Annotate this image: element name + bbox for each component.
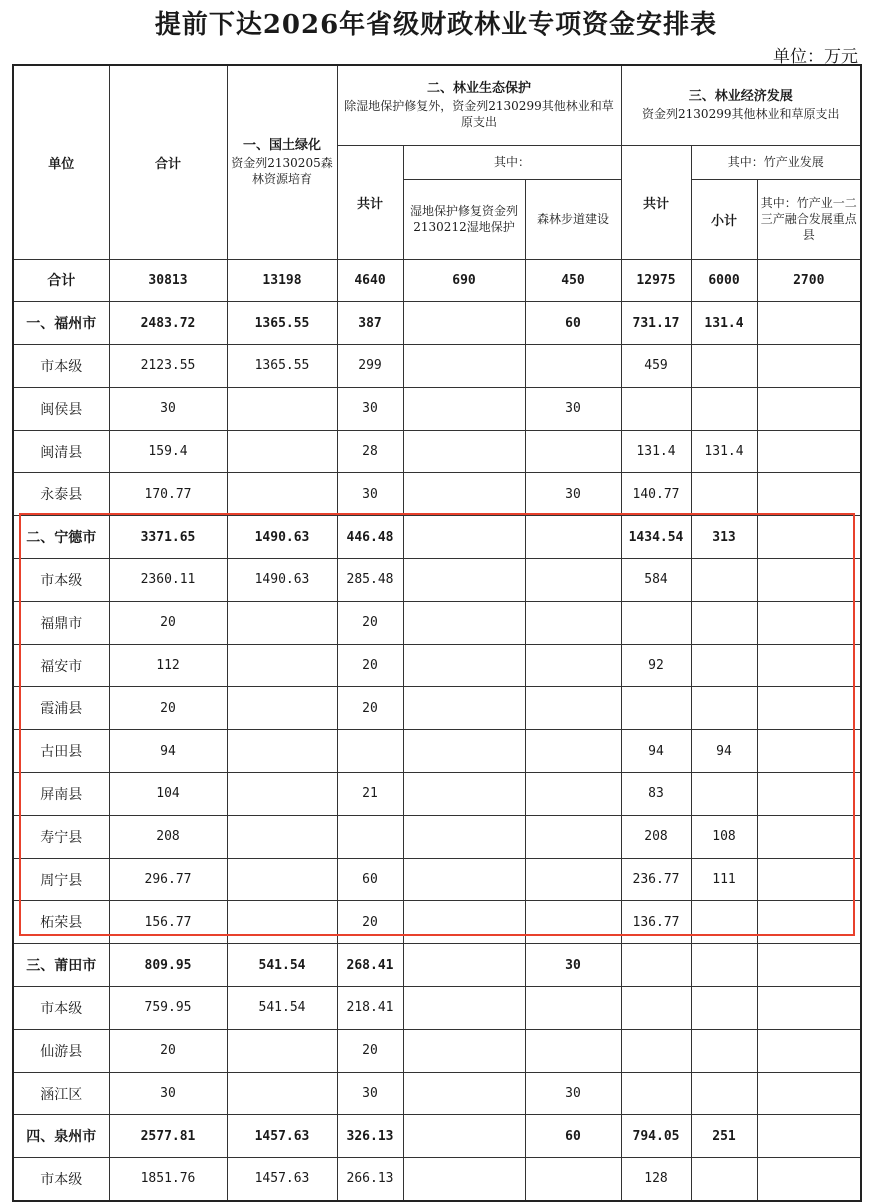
value-cell: 131.4 (691, 302, 757, 345)
value-cell (525, 644, 621, 687)
value-cell: 3371.65 (109, 516, 227, 559)
value-cell (227, 473, 337, 516)
value-cell: 30 (109, 1072, 227, 1115)
value-cell (757, 901, 861, 944)
value-cell: 268.41 (337, 944, 403, 987)
value-cell: 208 (621, 815, 691, 858)
value-cell (757, 944, 861, 987)
value-cell (621, 1072, 691, 1115)
funding-table (12, 64, 862, 1202)
value-cell (403, 858, 525, 901)
header-g2-wetland: 湿地保护修复资金列2130212湿地保护 (403, 179, 525, 259)
value-cell (621, 1029, 691, 1072)
value-cell (227, 601, 337, 644)
value-cell (691, 601, 757, 644)
value-cell: 1365.55 (227, 302, 337, 345)
header-unit: 单位 (13, 65, 109, 259)
value-cell (757, 1158, 861, 1201)
row-unit-cell: 一、福州市 (13, 302, 109, 345)
header-total: 合计 (109, 65, 227, 259)
row-unit-cell: 福鼎市 (13, 601, 109, 644)
value-cell (525, 1029, 621, 1072)
header-group-2 (337, 65, 621, 145)
value-cell: 30 (337, 473, 403, 516)
value-cell (403, 302, 525, 345)
page-title: 提前下达2026年省级财政林业专项资金安排表 (154, 10, 718, 40)
value-cell: 60 (525, 302, 621, 345)
value-cell (757, 1072, 861, 1115)
table-row (13, 730, 861, 773)
table-row (13, 687, 861, 730)
value-cell: 170.77 (109, 473, 227, 516)
value-cell: 94 (691, 730, 757, 773)
value-cell (757, 345, 861, 388)
row-unit-cell: 寿宁县 (13, 815, 109, 858)
table-row (13, 644, 861, 687)
value-cell: 326.13 (337, 1115, 403, 1158)
value-cell: 2700 (757, 259, 861, 302)
value-cell: 156.77 (109, 901, 227, 944)
value-cell (403, 516, 525, 559)
header-group-2-sub: 除湿地保护修复外，资金列2130299其他林业和草原支出 (344, 99, 614, 130)
table-row (13, 1072, 861, 1115)
table-row (13, 345, 861, 388)
row-unit-cell: 闽侯县 (13, 387, 109, 430)
value-cell: 313 (691, 516, 757, 559)
header-group-1-title: 一、国土绿化 (242, 138, 321, 154)
value-cell: 20 (337, 601, 403, 644)
table-row (13, 1029, 861, 1072)
value-cell: 20 (109, 687, 227, 730)
value-cell: 83 (621, 773, 691, 816)
value-cell (691, 1029, 757, 1072)
table-row (13, 987, 861, 1030)
value-cell (691, 559, 757, 602)
value-cell (227, 773, 337, 816)
value-cell (757, 430, 861, 473)
value-cell: 13198 (227, 259, 337, 302)
value-cell: 1851.76 (109, 1158, 227, 1201)
value-cell (525, 987, 621, 1030)
value-cell: 446.48 (337, 516, 403, 559)
value-cell: 1490.63 (227, 559, 337, 602)
value-cell: 266.13 (337, 1158, 403, 1201)
value-cell (525, 559, 621, 602)
value-cell (227, 730, 337, 773)
value-cell (621, 944, 691, 987)
table-row (13, 302, 861, 345)
header-group-1-sub: 资金列2130205森林资源培育 (231, 156, 333, 187)
value-cell: 296.77 (109, 858, 227, 901)
value-cell: 60 (525, 1115, 621, 1158)
value-cell (337, 730, 403, 773)
value-cell (757, 559, 861, 602)
value-cell (525, 687, 621, 730)
value-cell (403, 644, 525, 687)
value-cell (757, 987, 861, 1030)
value-cell: 60 (337, 858, 403, 901)
value-cell (757, 687, 861, 730)
row-unit-cell: 合计 (13, 259, 109, 302)
table-row (13, 259, 861, 302)
value-cell (403, 387, 525, 430)
value-cell: 285.48 (337, 559, 403, 602)
header-g3-among: 其中：竹产业发展 (691, 145, 861, 179)
value-cell: 21 (337, 773, 403, 816)
value-cell: 459 (621, 345, 691, 388)
value-cell: 450 (525, 259, 621, 302)
value-cell (757, 730, 861, 773)
table-row (13, 559, 861, 602)
value-cell (525, 601, 621, 644)
value-cell (621, 601, 691, 644)
value-cell: 759.95 (109, 987, 227, 1030)
value-cell (691, 944, 757, 987)
value-cell: 731.17 (621, 302, 691, 345)
value-cell: 20 (109, 601, 227, 644)
value-cell (757, 858, 861, 901)
value-cell (227, 1072, 337, 1115)
value-cell (525, 1158, 621, 1201)
value-cell (525, 901, 621, 944)
value-cell (691, 773, 757, 816)
value-cell (403, 815, 525, 858)
value-cell: 108 (691, 815, 757, 858)
value-cell (403, 1158, 525, 1201)
value-cell (403, 430, 525, 473)
header-group-3-sub: 资金列2130299其他林业和草原支出 (642, 107, 840, 122)
row-unit-cell: 三、莆田市 (13, 944, 109, 987)
value-cell (691, 387, 757, 430)
row-unit-cell: 霞浦县 (13, 687, 109, 730)
table-row (13, 901, 861, 944)
row-unit-cell: 屏南县 (13, 773, 109, 816)
value-cell (757, 773, 861, 816)
row-unit-cell: 市本级 (13, 987, 109, 1030)
value-cell: 251 (691, 1115, 757, 1158)
value-cell (403, 730, 525, 773)
value-cell (525, 773, 621, 816)
value-cell (691, 644, 757, 687)
row-unit-cell: 古田县 (13, 730, 109, 773)
header-group-1 (227, 65, 337, 259)
value-cell: 541.54 (227, 944, 337, 987)
value-cell: 387 (337, 302, 403, 345)
value-cell (757, 516, 861, 559)
row-unit-cell: 四、泉州市 (13, 1115, 109, 1158)
value-cell: 28 (337, 430, 403, 473)
row-unit-cell: 涵江区 (13, 1072, 109, 1115)
table-row (13, 473, 861, 516)
row-unit-cell: 福安市 (13, 644, 109, 687)
table-row (13, 1158, 861, 1201)
value-cell: 2123.55 (109, 345, 227, 388)
table-row (13, 815, 861, 858)
value-cell: 94 (621, 730, 691, 773)
header-g2-among: 其中： (403, 145, 621, 179)
value-cell: 541.54 (227, 987, 337, 1030)
value-cell: 30 (337, 1072, 403, 1115)
value-cell: 159.4 (109, 430, 227, 473)
value-cell: 104 (109, 773, 227, 816)
value-cell: 136.77 (621, 901, 691, 944)
value-cell: 208 (109, 815, 227, 858)
header-g2-total: 共计 (337, 145, 403, 259)
table-body (13, 259, 861, 1201)
value-cell: 236.77 (621, 858, 691, 901)
header-g3-total: 共计 (621, 145, 691, 259)
row-unit-cell: 闽清县 (13, 430, 109, 473)
value-cell (403, 987, 525, 1030)
value-cell: 809.95 (109, 944, 227, 987)
value-cell: 30 (525, 387, 621, 430)
value-cell (337, 815, 403, 858)
value-cell (403, 1115, 525, 1158)
row-unit-cell: 周宁县 (13, 858, 109, 901)
value-cell: 30 (525, 473, 621, 516)
value-cell (227, 858, 337, 901)
value-cell: 794.05 (621, 1115, 691, 1158)
value-cell: 20 (337, 644, 403, 687)
value-cell (227, 387, 337, 430)
value-cell (691, 1158, 757, 1201)
value-cell: 20 (337, 687, 403, 730)
value-cell: 94 (109, 730, 227, 773)
table-row (13, 773, 861, 816)
value-cell (227, 815, 337, 858)
value-cell (525, 516, 621, 559)
value-cell: 30 (525, 944, 621, 987)
value-cell (691, 987, 757, 1030)
value-cell (691, 345, 757, 388)
value-cell: 2360.11 (109, 559, 227, 602)
value-cell (757, 302, 861, 345)
row-unit-cell: 仙游县 (13, 1029, 109, 1072)
value-cell (525, 345, 621, 388)
header-g3-key-county: 其中：竹产业一二三产融合发展重点县 (757, 179, 861, 259)
value-cell (403, 901, 525, 944)
value-cell (757, 387, 861, 430)
value-cell (403, 601, 525, 644)
value-cell: 218.41 (337, 987, 403, 1030)
value-cell (757, 601, 861, 644)
value-cell: 131.4 (691, 430, 757, 473)
unit-label: 单位：万元 (773, 47, 858, 67)
value-cell (403, 944, 525, 987)
value-cell (691, 473, 757, 516)
table-row (13, 430, 861, 473)
value-cell: 30 (109, 387, 227, 430)
table-row (13, 858, 861, 901)
value-cell (757, 1029, 861, 1072)
value-cell (403, 1072, 525, 1115)
header-g2-trail: 森林步道建设 (525, 179, 621, 259)
value-cell (691, 687, 757, 730)
value-cell: 20 (337, 901, 403, 944)
value-cell: 20 (109, 1029, 227, 1072)
value-cell: 690 (403, 259, 525, 302)
value-cell (403, 687, 525, 730)
value-cell: 20 (337, 1029, 403, 1072)
row-unit-cell: 市本级 (13, 345, 109, 388)
value-cell: 128 (621, 1158, 691, 1201)
row-unit-cell: 市本级 (13, 1158, 109, 1201)
value-cell (525, 815, 621, 858)
value-cell: 30 (525, 1072, 621, 1115)
header-group-2-title: 二、林业生态保护 (426, 81, 531, 97)
value-cell (403, 1029, 525, 1072)
value-cell: 4640 (337, 259, 403, 302)
table-row (13, 387, 861, 430)
value-cell (621, 687, 691, 730)
value-cell: 112 (109, 644, 227, 687)
value-cell (757, 473, 861, 516)
value-cell (621, 387, 691, 430)
value-cell: 131.4 (621, 430, 691, 473)
value-cell: 2577.81 (109, 1115, 227, 1158)
table-row (13, 516, 861, 559)
value-cell (227, 687, 337, 730)
value-cell: 30813 (109, 259, 227, 302)
value-cell (525, 730, 621, 773)
value-cell (757, 1115, 861, 1158)
value-cell: 12975 (621, 259, 691, 302)
value-cell: 1490.63 (227, 516, 337, 559)
value-cell: 30 (337, 387, 403, 430)
value-cell (403, 345, 525, 388)
value-cell: 1457.63 (227, 1115, 337, 1158)
value-cell (403, 559, 525, 602)
value-cell: 1457.63 (227, 1158, 337, 1201)
value-cell: 2483.72 (109, 302, 227, 345)
value-cell (403, 773, 525, 816)
row-unit-cell: 柘荣县 (13, 901, 109, 944)
value-cell (621, 987, 691, 1030)
value-cell (227, 901, 337, 944)
table-row (13, 1115, 861, 1158)
value-cell (403, 473, 525, 516)
value-cell (227, 430, 337, 473)
value-cell (525, 858, 621, 901)
value-cell (757, 815, 861, 858)
header-g3-subtotal: 小计 (691, 179, 757, 259)
value-cell (691, 901, 757, 944)
row-unit-cell: 永泰县 (13, 473, 109, 516)
value-cell (227, 644, 337, 687)
value-cell (525, 430, 621, 473)
value-cell: 1434.54 (621, 516, 691, 559)
value-cell (757, 644, 861, 687)
value-cell: 6000 (691, 259, 757, 302)
value-cell (227, 1029, 337, 1072)
value-cell: 1365.55 (227, 345, 337, 388)
row-unit-cell: 二、宁德市 (13, 516, 109, 559)
value-cell: 92 (621, 644, 691, 687)
row-unit-cell: 市本级 (13, 559, 109, 602)
value-cell: 584 (621, 559, 691, 602)
table-row (13, 601, 861, 644)
value-cell: 140.77 (621, 473, 691, 516)
value-cell (691, 1072, 757, 1115)
table-row (13, 944, 861, 987)
value-cell: 111 (691, 858, 757, 901)
header-group-3 (621, 65, 861, 145)
header-group-3-title: 三、林业经济发展 (688, 89, 793, 105)
value-cell: 299 (337, 345, 403, 388)
